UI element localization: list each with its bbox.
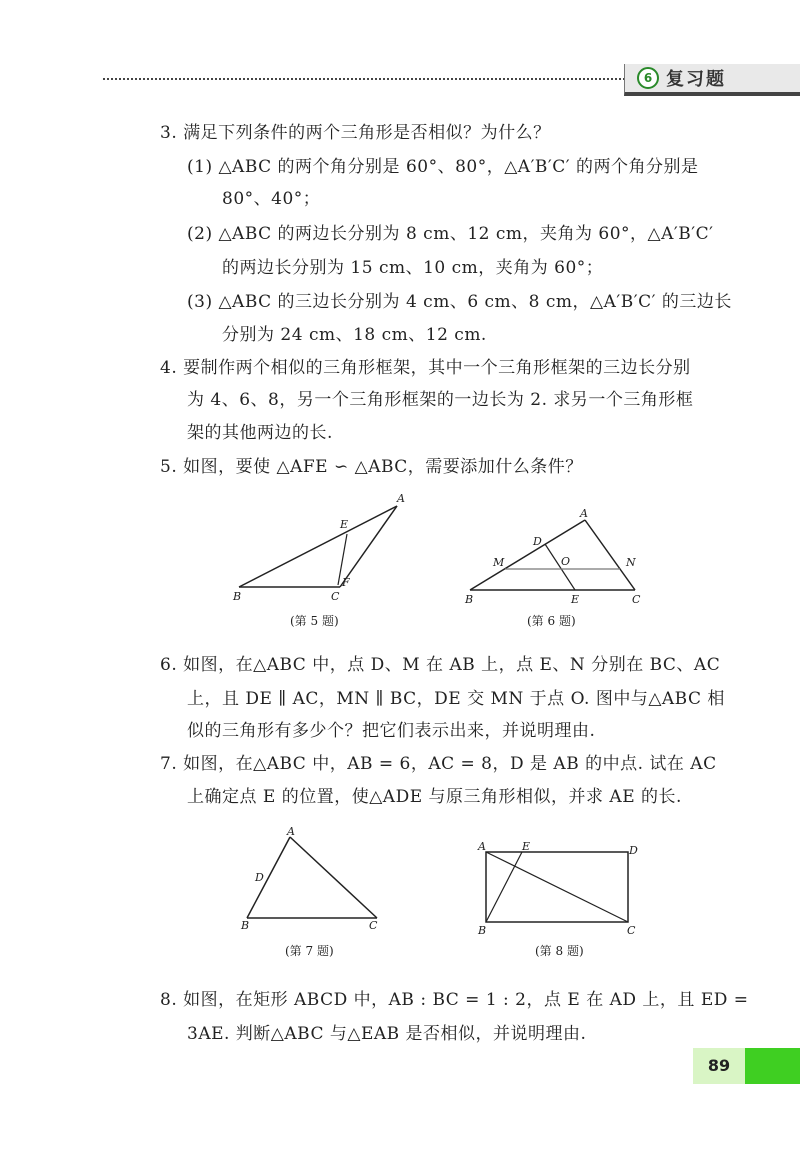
fig7-line-BA xyxy=(247,837,290,918)
fig6-line-AC xyxy=(585,520,635,590)
problem-3-2-line1: (2) △ABC 的两边长分别为 8 cm、12 cm，夹角为 60°，△A′B′C′ xyxy=(187,224,714,244)
problem-3-3-line1: (3) △ABC 的三边长分别为 4 cm、6 cm、8 cm，△A′B′C′ 的三边长 xyxy=(187,292,732,312)
fig6-label-D: D xyxy=(533,535,542,548)
fig5-line-CA xyxy=(340,506,397,587)
fig7-label-A: A xyxy=(287,825,295,838)
problem-4-line3: 架的其他两边的长. xyxy=(187,423,333,443)
problem-6-line2: 上，且 DE ∥ AC，MN ∥ BC，DE 交 MN 于点 O. 图中与△ABC 相 xyxy=(187,689,725,709)
fig7-label-B: B xyxy=(241,919,250,932)
fig5-label-B: B xyxy=(233,590,242,603)
fig6-label-E: E xyxy=(571,593,580,606)
caption-fig7: (第 7 题) xyxy=(285,944,334,958)
fig6-label-O: O xyxy=(561,555,571,568)
fig6-label-M: M xyxy=(493,556,505,569)
figure-6 xyxy=(460,505,660,610)
problem-6-line1: 6. 如图，在△ABC 中，点 D、M 在 AB 上，点 E、N 分别在 BC、AC xyxy=(160,655,721,675)
fig7-label-C: C xyxy=(369,919,378,932)
problem-7-line2: 上确定点 E 的位置，使△ADE 与原三角形相似，并求 AE 的长. xyxy=(187,787,682,807)
problem-8-line2: 3AE. 判断△ABC 与△EAB 是否相似，并说明理由. xyxy=(187,1024,587,1044)
fig8-label-B: B xyxy=(478,924,487,937)
problem-8-line1: 8. 如图，在矩形 ABCD 中，AB : BC = 1 : 2，点 E 在 AD 上，且 ED = xyxy=(160,990,749,1010)
fig6-label-A: A xyxy=(580,507,588,520)
chapter-title: 复习题 xyxy=(666,69,726,90)
problem-4-line2: 为 4、6、8，另一个三角形框架的一边长为 2. 求另一个三角形框 xyxy=(187,390,694,410)
caption-fig8: (第 8 题) xyxy=(535,944,584,958)
problem-6-line3: 似的三角形有多少个？把它们表示出来，并说明理由. xyxy=(187,721,596,741)
problem-3-3-line2: 分别为 24 cm、18 cm、12 cm. xyxy=(222,325,487,345)
fig8-line-BE xyxy=(486,852,522,922)
problem-3-2-line2: 的两边长分别为 15 cm、10 cm，夹角为 60°； xyxy=(222,258,604,278)
problem-5-line1: 5. 如图，要使 △AFE ∽ △ABC，需要添加什么条件？ xyxy=(160,457,583,477)
fig8-label-D: D xyxy=(629,844,638,857)
fig6-label-B: B xyxy=(465,593,474,606)
header-dotted-rule xyxy=(103,78,625,80)
fig6-line-DE xyxy=(545,544,575,590)
fig6-label-C: C xyxy=(632,593,641,606)
caption-fig5: (第 5 题) xyxy=(290,614,339,628)
figure-8 xyxy=(472,838,647,938)
figure-7 xyxy=(235,823,395,938)
fig5-label-E: E xyxy=(340,518,349,531)
problem-3-1-line1: (1) △ABC 的两个角分别是 60°、80°，△A′B′C′ 的两个角分别是 xyxy=(187,157,699,177)
fig8-line-AC xyxy=(486,852,628,922)
fig7-label-D: D xyxy=(255,871,264,884)
figure-5 xyxy=(225,492,425,612)
fig8-label-A: A xyxy=(478,840,486,853)
fig7-line-AC xyxy=(290,837,377,918)
caption-fig6: (第 6 题) xyxy=(527,614,576,628)
fig5-line-BA xyxy=(239,506,397,587)
fig8-label-E: E xyxy=(522,840,531,853)
page-number: 89 xyxy=(693,1048,745,1084)
problem-3-1-line2: 80°、40°； xyxy=(222,189,321,209)
fig5-label-F: F xyxy=(342,576,350,589)
fig5-label-A: A xyxy=(397,492,405,505)
page-number-bar xyxy=(745,1048,800,1084)
problem-7-line1: 7. 如图，在△ABC 中，AB = 6，AC = 8，D 是 AB 的中点. 试在 AC xyxy=(160,754,717,774)
problem-4-line1: 4. 要制作两个相似的三角形框架，其中一个三角形框架的三边长分别 xyxy=(160,358,691,378)
fig8-label-C: C xyxy=(627,924,636,937)
chapter-number-badge: 6 xyxy=(637,67,659,89)
fig5-label-C: C xyxy=(331,590,340,603)
problem-3-title: 3. 满足下列条件的两个三角形是否相似？为什么？ xyxy=(160,123,551,143)
fig6-label-N: N xyxy=(626,556,636,569)
